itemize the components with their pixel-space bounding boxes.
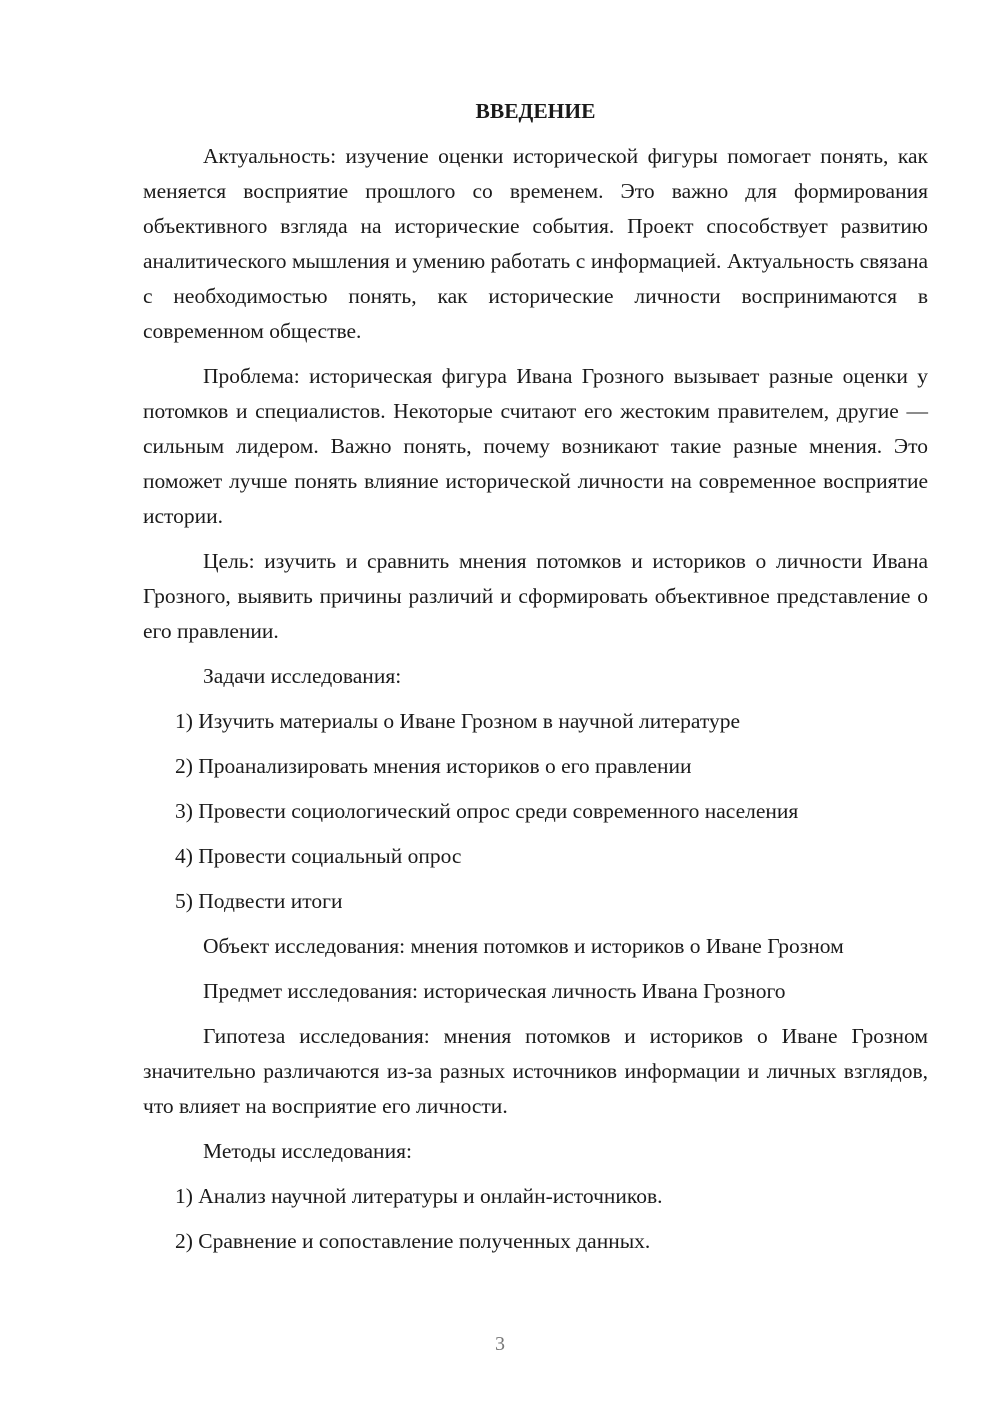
list-item: 5) Подвести итоги (175, 889, 343, 913)
list-item: 2) Проанализировать мнения историков о его правлении (175, 754, 692, 778)
list-item: 2) Сравнение и сопоставление полученных данных. (175, 1229, 651, 1253)
list-item: 3) Провести социологический опрос среди современного населения (175, 799, 799, 823)
list-item: 1) Изучить материалы о Иване Грозном в научной литературе (175, 709, 741, 733)
document-page (143, 96, 928, 1269)
object-paragraph: Объект исследования: мнения потомков и историков о Иване Грозном (203, 934, 844, 958)
tasks-heading: Задачи исследования: (203, 664, 402, 688)
page-number: 3 (495, 1333, 505, 1355)
subject-paragraph: Предмет исследования: историческая личность Ивана Грозного (203, 979, 786, 1003)
list-item: 4) Провести социальный опрос (175, 844, 462, 868)
methods-heading: Методы исследования: (203, 1139, 412, 1163)
list-item: 1) Анализ научной литературы и онлайн-источников. (175, 1184, 663, 1208)
tasks-list (143, 704, 928, 919)
goal-paragraph: Цель: изучить и сравнить мнения потомков и историков о личности Ивана Грозного, выявить причины различий и сформировать объективное представление о его правлении. (143, 549, 928, 643)
methods-list (143, 1179, 928, 1259)
hypothesis-paragraph: Гипотеза исследования: мнения потомков и историков о Иване Грозном значительно различаются из-за разных источников информации и личных взглядов, что влияет на восприятие его личности. (143, 1024, 928, 1118)
relevance-paragraph: Актуальность: изучение оценки исторической фигуры помогает понять, как меняется восприятие прошлого со временем. Это важно для формирования объективного взгляда на исторические события. Проект способствует развитию аналитического мышления и умению работать с информацией. Актуальность связана с необходимостью понять, как исторические личности воспринимаются в современном обществе. (143, 144, 928, 343)
problem-paragraph: Проблема: историческая фигура Ивана Грозного вызывает разные оценки у потомков и специалистов. Некоторые считают его жестоким правителем, другие — сильным лидером. Важно понять, почему возникают такие разные мнения. Это поможет лучше понять влияние исторической личности на современное восприятие истории. (143, 364, 928, 528)
section-title: ВВЕДЕНИЕ (475, 99, 596, 123)
